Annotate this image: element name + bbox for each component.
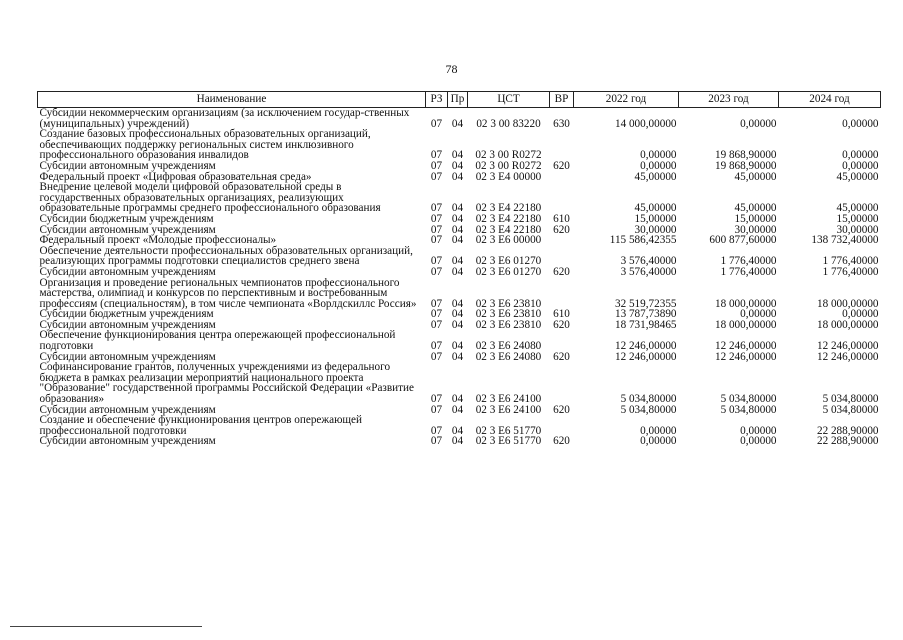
col-header-2023: 2023 год <box>679 92 779 108</box>
table-row <box>38 362 881 404</box>
cell-vr <box>550 172 574 183</box>
cell-2022: 5 034,80000 <box>620 393 677 406</box>
cell-2022: 5 034,80000 <box>620 403 677 416</box>
cell-vr <box>550 246 574 267</box>
cell-rz: 07 <box>430 265 443 278</box>
cell-name: Обеспечение деятельности профессиональных образовательных организаций, реализующих программы подготовки специалистов среднего звена <box>39 244 413 268</box>
cell-2023: 45,00000 <box>734 170 777 183</box>
cell-2022: 18 731,98465 <box>614 318 677 331</box>
table-row <box>38 108 881 130</box>
col-header-rz: РЗ <box>426 92 448 108</box>
cell-2023: 0,00000 <box>740 117 777 130</box>
cell-rz: 07 <box>430 202 443 215</box>
cell-rz: 07 <box>430 170 443 183</box>
cell-vr <box>550 278 574 310</box>
cell-rz: 07 <box>430 308 443 321</box>
cell-pr: 04 <box>451 117 464 130</box>
cell-name: Субсидии автономным учреждениям <box>39 403 216 416</box>
cell-pr: 04 <box>451 149 464 162</box>
cell-rz: 07 <box>430 424 443 437</box>
table-row <box>38 182 881 214</box>
cell-2022: 32 519,72355 <box>614 297 677 310</box>
cell-rz: 07 <box>430 435 443 448</box>
cell-2024: 18 000,00000 <box>816 318 879 331</box>
cell-vr <box>550 330 574 351</box>
table-header-row <box>38 92 881 108</box>
cell-2023: 0,00000 <box>740 435 777 448</box>
cell-2023: 12 246,00000 <box>714 340 777 353</box>
table-row <box>38 129 881 161</box>
cell-2024: 0,00000 <box>842 149 879 162</box>
cell-rz: 07 <box>430 255 443 268</box>
cell-vr: 630 <box>553 117 570 130</box>
cell-cst: 02 3 Е6 23810 <box>475 308 542 321</box>
cell-pr: 04 <box>451 159 464 172</box>
cell-vr: 610 <box>553 212 570 225</box>
cell-vr: 620 <box>553 318 570 331</box>
cell-2024: 22 288,90000 <box>816 435 879 448</box>
cell-name: Субсидии автономным учреждениям <box>39 318 216 331</box>
cell-name: Субсидии автономным учреждениям <box>39 350 216 363</box>
cell-name: Внедрение целевой модели цифровой образовательной среды в государственных образовательных организациях, реализующих образовательные программы среднего профессионального образования <box>39 181 381 215</box>
cell-vr <box>550 235 574 246</box>
cell-2023: 30,00000 <box>734 223 777 236</box>
cell-2023: 1 776,40000 <box>720 265 777 278</box>
cell-vr: 620 <box>553 350 570 363</box>
cell-cst: 02 3 Е6 23810 <box>475 318 542 331</box>
cell-cst: 02 3 Е6 24100 <box>475 393 542 406</box>
cell-2023: 600 877,60000 <box>709 234 777 247</box>
cell-2024: 18 000,00000 <box>816 297 879 310</box>
cell-rz: 07 <box>430 234 443 247</box>
col-header-2024: 2024 год <box>779 92 881 108</box>
cell-name: Софинансирование грантов, полученных учреждениями из федерального бюджета в рамках реализации мероприятий национального проекта "Образование" государственной программы Российской Федерации «Развитие образования» <box>39 361 414 406</box>
cell-name: Федеральный проект «Цифровая образовательная среда» <box>39 170 312 183</box>
cell-pr: 04 <box>451 340 464 353</box>
cell-cst: 02 3 Е4 22180 <box>475 223 542 236</box>
cell-name: Субсидии бюджетным учреждениям <box>39 212 214 225</box>
cell-2024: 1 776,40000 <box>822 255 879 268</box>
cell-pr: 04 <box>451 212 464 225</box>
cell-2024: 138 732,40000 <box>811 234 879 247</box>
cell-2022: 0,00000 <box>640 435 677 448</box>
footnote-divider <box>10 626 202 627</box>
cell-name: Субсидии автономным учреждениям <box>39 223 216 236</box>
cell-name: Субсидии автономным учреждениям <box>39 435 216 448</box>
cell-name: Создание базовых профессиональных образовательных организаций, обеспечивающих поддержку региональных систем инклюзивного профессионального образования инвалидов <box>39 128 371 162</box>
cell-2023: 18 000,00000 <box>714 318 777 331</box>
cell-name: Федеральный проект «Молодые профессионалы» <box>39 234 277 247</box>
cell-2024: 5 034,80000 <box>822 393 879 406</box>
cell-pr: 04 <box>451 202 464 215</box>
cell-2023: 12 246,00000 <box>714 350 777 363</box>
cell-cst: 02 3 Е6 51770 <box>475 424 542 437</box>
cell-cst: 02 3 Е6 24080 <box>475 350 542 363</box>
cell-cst: 02 3 00 R0272 <box>475 159 542 172</box>
cell-2024: 15,00000 <box>836 212 879 225</box>
cell-2023: 45,00000 <box>734 202 777 215</box>
cell-2023: 1 776,40000 <box>720 255 777 268</box>
cell-pr: 04 <box>451 424 464 437</box>
cell-rz: 07 <box>430 318 443 331</box>
cell-name: Субсидии бюджетным учреждениям <box>39 308 214 321</box>
cell-cst: 02 3 Е6 24100 <box>475 403 542 416</box>
cell-2024: 12 246,00000 <box>816 350 879 363</box>
cell-2023: 0,00000 <box>740 424 777 437</box>
cell-name: Субсидии автономным учреждениям <box>39 159 216 172</box>
cell-2023: 5 034,80000 <box>720 403 777 416</box>
cell-vr <box>550 182 574 214</box>
cell-rz: 07 <box>430 223 443 236</box>
cell-rz: 07 <box>430 159 443 172</box>
cell-2022: 0,00000 <box>640 424 677 437</box>
table-row <box>38 214 881 225</box>
cell-2022: 12 246,00000 <box>614 340 677 353</box>
col-header-vr: ВР <box>550 92 574 108</box>
table-row <box>38 161 881 172</box>
cell-pr: 04 <box>451 393 464 406</box>
cell-rz: 07 <box>430 403 443 416</box>
cell-2024: 1 776,40000 <box>822 265 879 278</box>
cell-vr <box>550 415 574 436</box>
col-header-pr: Пр <box>448 92 468 108</box>
cell-2022: 14 000,00000 <box>614 117 677 130</box>
table-row <box>38 436 881 447</box>
cell-rz: 07 <box>430 350 443 363</box>
cell-vr <box>550 362 574 404</box>
cell-vr: 620 <box>553 223 570 236</box>
cell-2024: 0,00000 <box>842 117 879 130</box>
cell-rz: 07 <box>430 297 443 310</box>
cell-2022: 45,00000 <box>634 170 677 183</box>
cell-2024: 45,00000 <box>836 202 879 215</box>
cell-2022: 3 576,40000 <box>620 265 677 278</box>
cell-pr: 04 <box>451 170 464 183</box>
cell-pr: 04 <box>451 308 464 321</box>
cell-vr: 620 <box>553 435 570 448</box>
table-row <box>38 330 881 351</box>
cell-2024: 5 034,80000 <box>822 403 879 416</box>
cell-vr: 620 <box>553 265 570 278</box>
cell-rz: 07 <box>430 149 443 162</box>
cell-2023: 18 000,00000 <box>714 297 777 310</box>
cell-cst: 02 3 Е6 01270 <box>475 255 542 268</box>
cell-2023: 5 034,80000 <box>720 393 777 406</box>
cell-pr: 04 <box>451 350 464 363</box>
col-header-name: Наименование <box>38 92 426 108</box>
cell-cst: 02 3 00 R0272 <box>475 149 542 162</box>
cell-pr: 04 <box>451 435 464 448</box>
cell-cst: 02 3 Е6 51770 <box>475 435 542 448</box>
cell-pr: 04 <box>451 255 464 268</box>
cell-vr: 620 <box>553 403 570 416</box>
cell-name: Субсидии некоммерческим организациям (за исключением государ-ственных (муниципальных) учреждений) <box>39 107 410 130</box>
cell-cst: 02 3 Е6 00000 <box>475 234 542 247</box>
cell-2022: 115 586,42355 <box>609 234 677 247</box>
cell-cst: 02 3 Е4 22180 <box>475 202 542 215</box>
cell-2023: 19 868,90000 <box>714 159 777 172</box>
cell-2022: 12 246,00000 <box>614 350 677 363</box>
cell-2022: 3 576,40000 <box>620 255 677 268</box>
cell-2024: 45,00000 <box>836 170 879 183</box>
cell-pr: 04 <box>451 403 464 416</box>
table-row <box>38 278 881 310</box>
cell-cst: 02 3 Е6 01270 <box>475 265 542 278</box>
cell-rz: 07 <box>430 340 443 353</box>
cell-2022: 0,00000 <box>640 159 677 172</box>
cell-rz: 07 <box>430 212 443 225</box>
cell-2024: 30,00000 <box>836 223 879 236</box>
cell-cst: 02 3 00 83220 <box>476 117 541 130</box>
cell-2022: 45,00000 <box>634 202 677 215</box>
cell-2024: 12 246,00000 <box>816 340 879 353</box>
table-row <box>38 267 881 278</box>
cell-pr: 04 <box>451 234 464 247</box>
table-row <box>38 246 881 267</box>
cell-name: Создание и обеспечение функционирования центров опережающей профессиональной подготовки <box>39 414 362 437</box>
cell-2024: 0,00000 <box>842 159 879 172</box>
budget-table <box>37 91 881 447</box>
cell-pr: 04 <box>451 223 464 236</box>
cell-name: Субсидии автономным учреждениям <box>39 265 216 278</box>
cell-2023: 19 868,90000 <box>714 149 777 162</box>
cell-2024: 22 288,90000 <box>816 424 879 437</box>
cell-2022: 30,00000 <box>634 223 677 236</box>
cell-pr: 04 <box>451 265 464 278</box>
cell-2024: 0,00000 <box>842 308 879 321</box>
cell-2022: 0,00000 <box>640 149 677 162</box>
cell-2022: 15,00000 <box>634 212 677 225</box>
cell-pr: 04 <box>451 318 464 331</box>
cell-name: Организация и проведение региональных чемпионатов профессионального мастерства, олимпиад и конкурсов по перспективным и востребованным профессиям (специальностям), в том числе чемпионата «Ворлдскиллс Россия» <box>39 276 417 310</box>
cell-vr: 620 <box>553 159 570 172</box>
cell-rz: 07 <box>430 117 443 130</box>
cell-cst: 02 3 Е6 23810 <box>475 297 542 310</box>
cell-vr: 610 <box>553 308 570 321</box>
cell-rz: 07 <box>430 393 443 406</box>
cell-cst: 02 3 Е4 00000 <box>475 170 542 183</box>
cell-pr: 04 <box>451 297 464 310</box>
page-number: 78 <box>445 62 458 76</box>
cell-cst: 02 3 Е6 24080 <box>475 340 542 353</box>
cell-cst: 02 3 Е4 22180 <box>475 212 542 225</box>
col-header-2022: 2022 год <box>574 92 679 108</box>
table-row <box>38 415 881 436</box>
cell-2022: 13 787,73890 <box>614 308 677 321</box>
cell-vr <box>550 129 574 161</box>
col-header-cst: ЦСТ <box>468 92 550 108</box>
cell-2023: 0,00000 <box>740 308 777 321</box>
cell-name: Обеспечение функционирования центра опережающей профессиональной подготовки <box>39 329 396 353</box>
cell-2023: 15,00000 <box>734 212 777 225</box>
